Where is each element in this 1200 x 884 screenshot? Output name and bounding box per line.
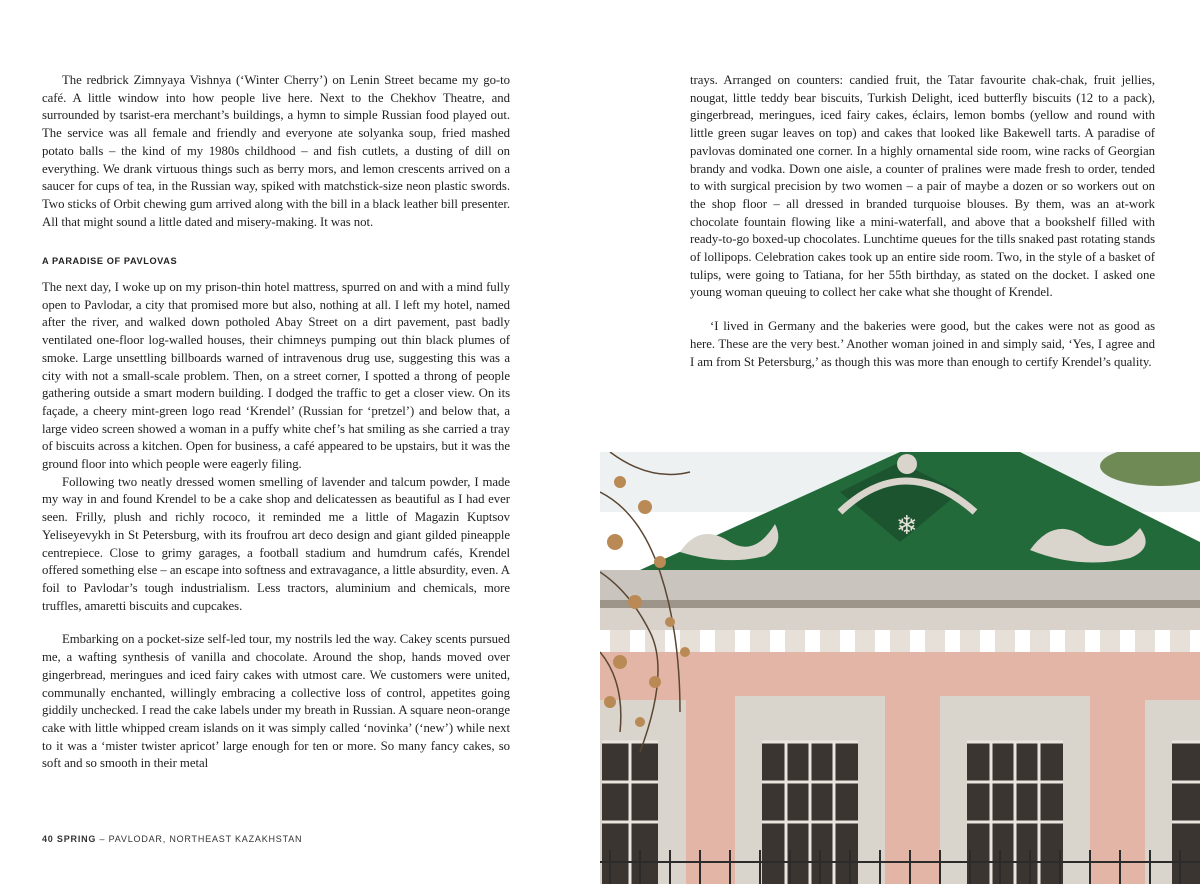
ornament-medallion bbox=[897, 454, 917, 474]
pink-facade bbox=[600, 652, 1200, 884]
ornament-star: ❄ bbox=[896, 511, 918, 541]
cornice-shadow bbox=[600, 600, 1200, 608]
building-photo bbox=[600, 452, 1200, 884]
page-footer bbox=[42, 834, 302, 844]
paragraph: ‘I lived in Germany and the bakeries were good, but the cakes were not as good as here. These are the very best.’ Another woman joined in and simply said, ‘Yes, I agree and I am from St Petersburg,’ as though this was more than enough to certify Krendel’s quality. bbox=[690, 319, 1155, 369]
cornice-band bbox=[600, 608, 1200, 630]
window-right bbox=[1145, 700, 1200, 884]
section-heading: A PARADISE OF PAVLOVAS bbox=[42, 256, 178, 267]
footer-separator: – bbox=[99, 834, 109, 844]
paragraph-intro: The redbrick Zimnyaya Vishnya (‘Winter Cherry’) on Lenin Street became my go-to café. A little window into how people live here. Next to the Chekhov Theatre, and surrounded by tsarist-era merchant’s buildings, a hymn to simple Russian food played out. The service was all female and friendly and everyone ate solyanka soup, fried mashed potato balls – the kind of my 1980s childhood – and fish cutlets, a dusting of dill on everything. We drank virtuous things such as berry mors, and lemon crescents arrived on a saucer for cups of tea, in the Russian way, spiked with matchstick-size neon plastic swords. Two sticks of Orbit chewing gum arrived along with the bill in a black leather bill presenter. All that might sound a little dated and misery-making. It was not. bbox=[42, 73, 510, 229]
window-left bbox=[600, 700, 686, 884]
paragraph: trays. Arranged on counters: candied fruit, the Tatar favourite chak-chak, fruit jellies, nougat, little teddy bear biscuits, Turkish Delight, iced butterfly biscuits (12 to a pack), gingerbread, meringues, iced fairy cakes, éclairs, lemon bombs (yellow and round with little green sugar leaves on top) and cakes that looked like Bakewell tarts. A paradise of pavlovas dominated one corner. In a highly ornamental side room, wine racks of Georgian brandy and vodka. Down one aisle, a counter of pralines were made fresh to order, tended to with surgical precision by two women – a pair of maybe a dozen or so workers out on the shop floor – all dressed in branded turquoise blouses. By them, was an at-work chocolate fountain flowing like a mini-waterfall, and above that a bookshelf filled with ready-to-go boxed-up chocolates. Lunchtime queues for the tills snaked past rotating stands of lollipops. Celebration cakes took up an entire side room. Two, in the style of a basket of tulips, were going to Tatiana, for her 55th birthday, as stated on the docket. I asked one young woman queuing to collect her cake what she thought of Krendel. bbox=[690, 73, 1155, 300]
right-text-column bbox=[690, 72, 1155, 371]
dentils bbox=[610, 630, 1190, 652]
running-footer: PAVLODAR, NORTHEAST KAZAKHSTAN bbox=[108, 834, 303, 844]
right-page bbox=[600, 0, 1200, 884]
cornice bbox=[600, 570, 1200, 600]
window-center-right bbox=[940, 696, 1090, 884]
window-center-left bbox=[735, 696, 885, 884]
paragraph: Following two neatly dressed women smelling of lavender and talcum powder, I made my way in and found Krendel to be a cake shop and delicatessen as beautiful as I had ever seen. Frilly, plush and richly rococo, it reminded me a little of Magazin Kuptsov Yeliseyevykh in St Petersburg, with its froufrou art deco design and giant gilded pineapple centrepiece. Close to grimy garages, a football stadium and humdrum cafés, Krendel offered something else – an escape into softness and extravagance, a little absurdity, even. A foil to Pavlodar’s tough industrialism. Less tractors, aluminium and chemicals, more truffles, amaretti biscuits and cupcakes. bbox=[42, 474, 510, 613]
paragraph: The next day, I woke up on my prison-thin hotel mattress, spurred on and with a mind fully open to Pavlodar, a city that promised more but also, nothing at all. I left my hotel, named after the river, and walked down potholed Abay Street on a dirt pavement, past badly ventilated one-floor log-walled houses, their chimneys pumping out thin black plumes of smoke. Large unsettling billboards warned of intravenous drug use, suggesting this was a city with not a small-scale problem. Then, on a street corner, I spotted a throng of people gathering outside a smart modern building. I dodged the traffic to get a closer view. On its façade, a cheery mint-green logo read ‘Krendel’ (Russian for ‘pretzel’) and below that, a large video screen showed a woman in a puffy white chef’s hat smiling as she carried a tray of biscuits across a kitchen. Open for business, a café appeared to be upstairs, but it was the ground floor into which people were eagerly filing. bbox=[42, 280, 510, 472]
left-text-column bbox=[42, 72, 510, 773]
paragraph: Embarking on a pocket-size self-led tour, my nostrils led the way. Cakey scents pursued me, a wafting synthesis of vanilla and chocolate. Around the shop, hands moved over gingerbread, meringues and iced fairy cakes with utmost care. We customers were united, communally enchanted, willingly embracing a collective loss of control, appetites going giddily unchecked. I read the cake labels under my breath in Russian. A square neon-orange cake with little whipped cream islands on it was simply called ‘novinka’ (‘new’) while next to it was a ‘mister twister apricot’ large enough for ten or more. So many fancy cakes, so soft and so smooth in their metal bbox=[42, 632, 510, 771]
building-photo-illustration bbox=[600, 452, 1200, 884]
folio: 40 SPRING bbox=[42, 834, 97, 844]
